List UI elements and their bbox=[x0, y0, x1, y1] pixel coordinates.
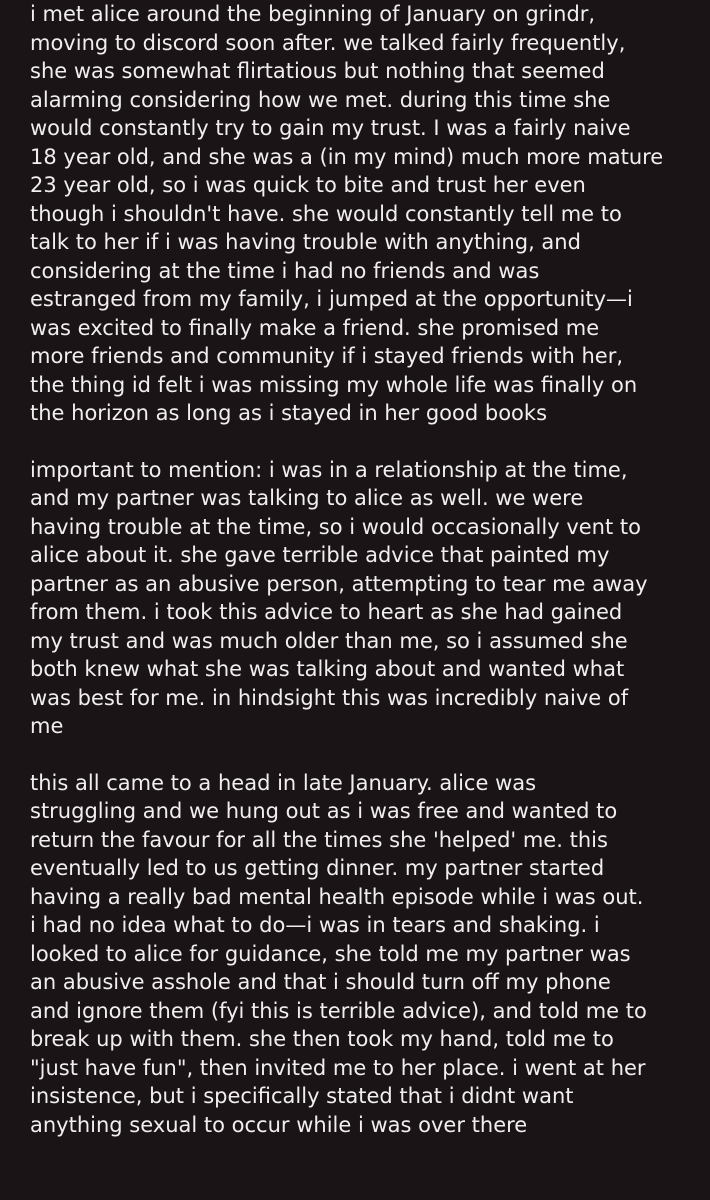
text-line: this all came to a head in late January. alice was bbox=[30, 770, 537, 795]
text-line: i met alice around the beginning of January on grindr, bbox=[30, 2, 596, 26]
text-line: having a really bad mental health episode while i was out. bbox=[30, 884, 644, 909]
text-line: struggling and we hung out as i was free and wanted to bbox=[30, 799, 618, 823]
text-line: alarming considering how we met. during this time she bbox=[30, 87, 611, 112]
text-line: the horizon as long as i stayed in her good books bbox=[30, 401, 548, 425]
text-line: would constantly try to gain my trust. I was a fairly naive bbox=[30, 116, 631, 140]
text-line: and ignore them (fyi this is terrible advice), and told me to bbox=[30, 998, 647, 1023]
text-line: eventually led to us getting dinner. my partner started bbox=[30, 856, 605, 880]
text-line: estranged from my family, i jumped at the opportunity—i bbox=[30, 287, 633, 311]
text-line: my trust and was much older than me, so i assumed she bbox=[30, 628, 628, 653]
text-line: insistence, but i specifically stated that i didnt want bbox=[30, 1084, 574, 1108]
text-line: the thing id felt i was missing my whole life was finally on bbox=[30, 372, 638, 397]
text-line: an abusive asshole and that i should turn off my phone bbox=[30, 970, 611, 994]
text-line: though i shouldn't have. she would constantly tell me to bbox=[30, 201, 622, 226]
paragraph-3 bbox=[30, 769, 680, 1140]
text-line: 23 year old, so i was quick to bite and trust her even bbox=[30, 173, 586, 197]
text-line: 18 year old, and she was a (in my mind) much more mature bbox=[30, 144, 664, 169]
text-line: partner as an abusive person, attempting to tear me away bbox=[30, 571, 648, 596]
text-line: i had no idea what to do—i was in tears and shaking. i bbox=[30, 913, 600, 937]
text-line: talk to her if i was having trouble with anything, and bbox=[30, 230, 581, 254]
text-line: both knew what she was talking about and wanted what bbox=[30, 657, 625, 681]
text-line: looked to alice for guidance, she told me my partner was bbox=[30, 941, 631, 966]
text-line: more friends and community if i stayed friends with her, bbox=[30, 344, 624, 368]
text-line: was best for me. in hindsight this was incredibly naive of bbox=[30, 685, 629, 710]
text-line: was excited to finally make a friend. she promised me bbox=[30, 315, 600, 340]
text-line: important to mention: i was in a relationship at the time, bbox=[30, 457, 628, 482]
paragraph-1 bbox=[30, 0, 680, 428]
text-line: from them. i took this advice to heart as she had gained bbox=[30, 600, 623, 624]
text-line: me bbox=[30, 714, 64, 738]
text-line: "just have fun", then invited me to her place. i went at her bbox=[30, 1055, 646, 1080]
text-line: alice about it. she gave terrible advice that painted my bbox=[30, 543, 610, 567]
text-line: she was somewhat flirtatious but nothing that seemed bbox=[30, 59, 605, 83]
text-line: anything sexual to occur while i was over there bbox=[30, 1112, 528, 1137]
text-line: having trouble at the time, so i would occasionally vent to bbox=[30, 514, 641, 539]
text-line: considering at the time i had no friends and was bbox=[30, 258, 540, 283]
text-line: break up with them. she then took my hand, told me to bbox=[30, 1027, 614, 1051]
paragraph-2 bbox=[30, 456, 680, 741]
text-line: and my partner was talking to alice as well. we were bbox=[30, 486, 584, 510]
text-line: moving to discord soon after. we talked fairly frequently, bbox=[30, 30, 626, 55]
text-line: return the favour for all the times she 'helped' me. this bbox=[30, 827, 608, 852]
